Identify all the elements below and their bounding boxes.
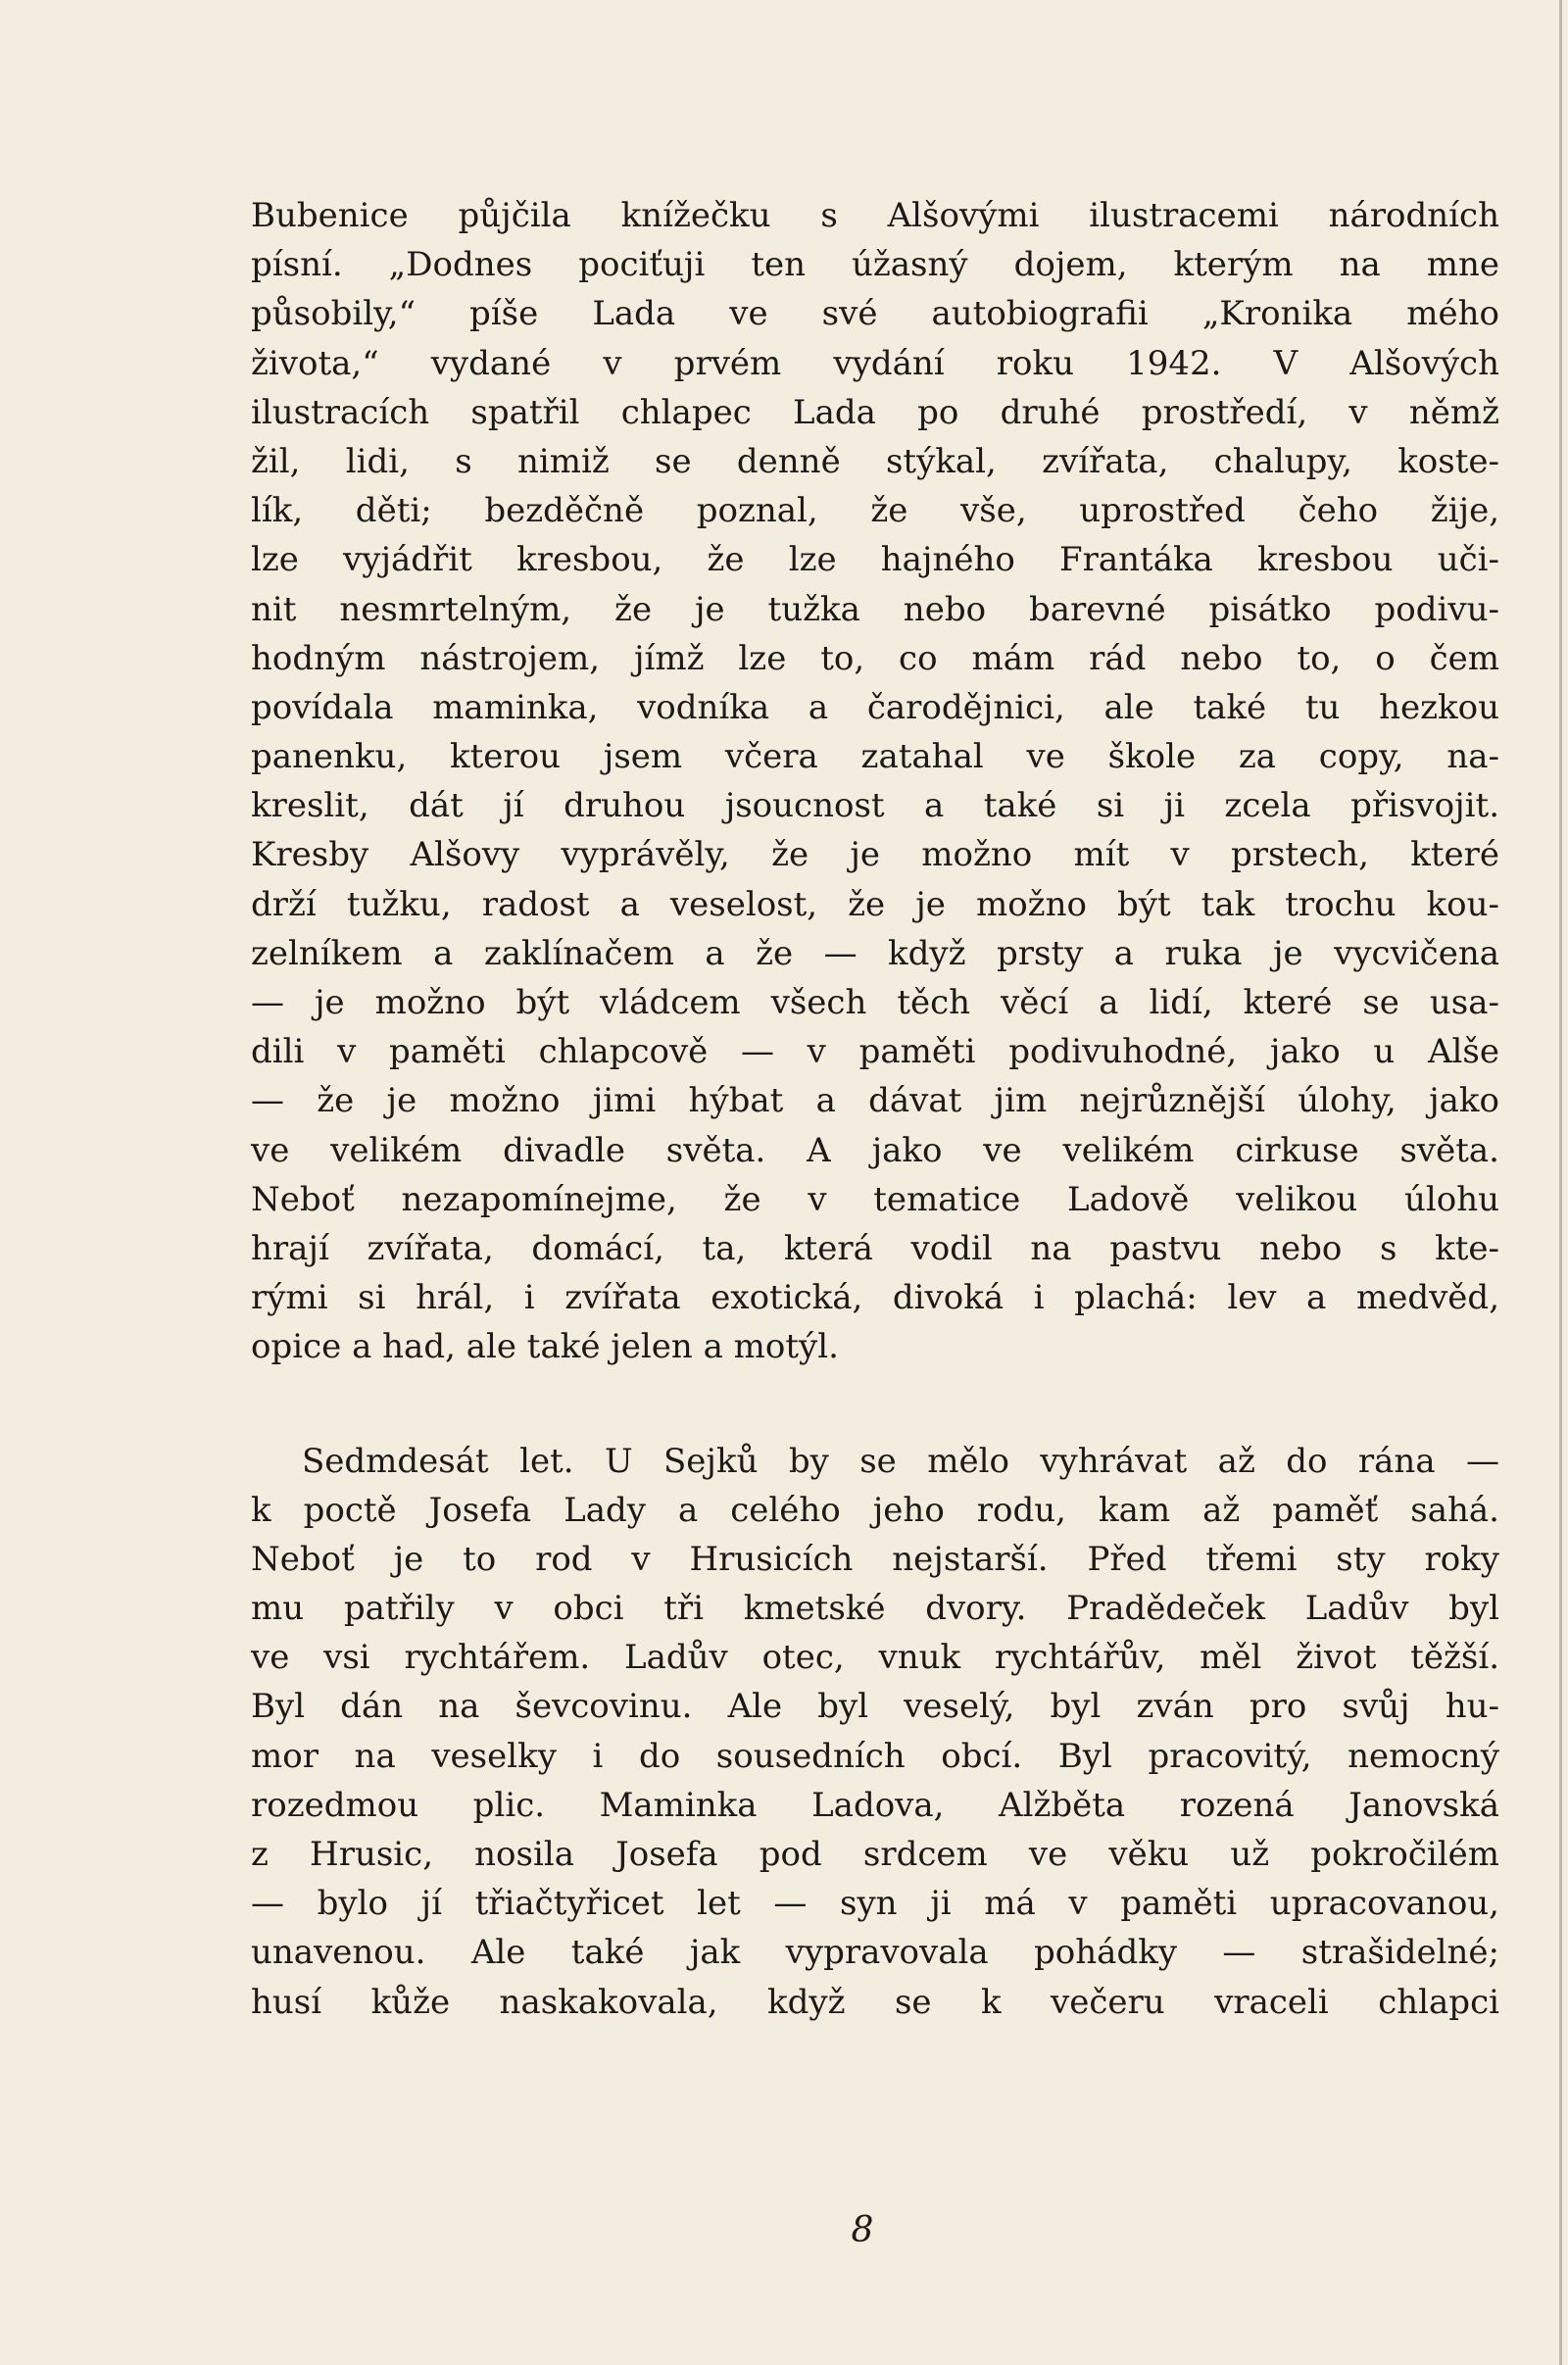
text-line: drží tužku, radost a veselost, že je možno být tak trochu kou- (251, 884, 1499, 924)
text-line: Bubenice půjčila knížečku s Alšovými ilustracemi národních (251, 196, 1499, 235)
text-line: života,“ vydané v prvém vydání roku 1942. V Alšových (251, 343, 1499, 383)
text-line: žil, lidi, s nimiž se denně stýkal, zvířata, chalupy, koste- (251, 441, 1499, 481)
text-line: lze vyjádřit kresbou, že lze hajného Frantáka kresbou uči- (251, 540, 1499, 580)
page-edge (1559, 0, 1562, 2365)
text-line: k poctě Josefa Lady a celého jeho rodu, kam až paměť sahá. (251, 1490, 1499, 1530)
text-line: mor na veselky i do sousedních obcí. Byl pracovitý, nemocný (251, 1736, 1499, 1776)
text-line: lík, děti; bezděčně poznal, že vše, uprostřed čeho žije, (251, 491, 1499, 531)
text-line: hodným nástrojem, jímž lze to, co mám rád nebo to, o čem (251, 638, 1499, 678)
text-line: panenku, kterou jsem včera zatahal ve škole za copy, na- (251, 737, 1499, 777)
text-line: Neboť je to rod v Hrusicích nejstarší. Před třemi sty roky (251, 1539, 1499, 1579)
paragraph (251, 1437, 1499, 2027)
text-line: kreslit, dát jí druhou jsoucnost a také si ji zcela přisvojit. (251, 786, 1499, 826)
text-line: z Hrusic, nosila Josefa pod srdcem ve věku už pokročilém (251, 1835, 1499, 1874)
body-text (251, 191, 1499, 2027)
text-line: ilustracích spatřil chlapec Lada po druhé prostředí, v němž (251, 392, 1499, 432)
text-line: nit nesmrtelným, že je tužka nebo barevné pisátko podivu- (251, 589, 1499, 629)
text-line: Byl dán na ševcovinu. Ale byl veselý, byl zván pro svůj hu- (251, 1687, 1499, 1727)
text-line: — bylo jí třiačtyřicet let — syn ji má v paměti upracovanou, (251, 1884, 1499, 1924)
text-line: dili v paměti chlapcově — v paměti podivuhodné, jako u Alše (251, 1032, 1499, 1072)
text-line: zelníkem a zaklínačem a že — když prsty a ruka je vycvičena (251, 933, 1499, 973)
text-line: — je možno být vládcem všech těch věcí a lidí, které se usa- (251, 983, 1499, 1022)
text-line: rými si hrál, i zvířata exotická, divoká i plachá: lev a medvěd, (251, 1278, 1499, 1318)
paragraph (251, 191, 1499, 1372)
text-line: Neboť nezapomínejme, že v tematice Ladově velikou úlohu (251, 1179, 1499, 1219)
text-line: ve velikém divadle světa. A jako ve velikém cirkuse světa. (251, 1130, 1499, 1170)
text-line: Kresby Alšovy vyprávěly, že je možno mít v prstech, které (251, 835, 1499, 875)
text-line: rozedmou plic. Maminka Ladova, Alžběta rozená Janovská (251, 1785, 1499, 1825)
text-line: opice a had, ale také jelen a motýl. (251, 1327, 839, 1367)
text-line: povídala maminka, vodníka a čarodějnici, ale také tu hezkou (251, 687, 1499, 727)
text-line: ve vsi rychtářem. Ladův otec, vnuk rychtářův, měl život těžší. (251, 1638, 1499, 1678)
text-line: působily,“ píše Lada ve své autobiografii „Kronika mého (251, 294, 1499, 334)
text-line: — že je možno jimi hýbat a dávat jim nejrůznější úlohy, jako (251, 1081, 1499, 1121)
text-line: unavenou. Ale také jak vypravovala pohádky — strašidelné; (251, 1933, 1499, 1973)
text-line: písní. „Dodnes pociťuji ten úžasný dojem, kterým na mne (251, 245, 1499, 285)
text-line: Sedmdesát let. U Sejků by se mělo vyhrávat až do rána — (302, 1441, 1499, 1481)
text-line: mu patřily v obci tři kmetské dvory. Pradědeček Ladův byl (251, 1589, 1499, 1629)
page-number: 8 (851, 2210, 874, 2250)
text-line: hrají zvířata, domácí, ta, která vodil na pastvu nebo s kte- (251, 1228, 1499, 1268)
text-line: husí kůže naskakovala, když se k večeru vraceli chlapci (251, 1982, 1499, 2022)
